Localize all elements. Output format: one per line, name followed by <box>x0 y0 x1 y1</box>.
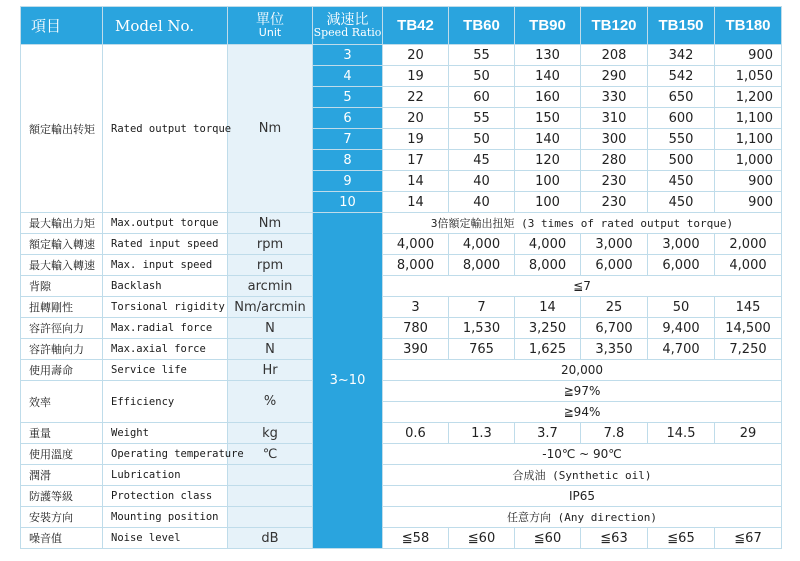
value-cell: 900 <box>715 171 782 192</box>
merged-value-cell: ≦7 <box>383 276 782 297</box>
value-cell: 9,400 <box>648 318 715 339</box>
value-cell: 130 <box>515 45 581 66</box>
value-cell: 160 <box>515 87 581 108</box>
table-row <box>21 339 782 360</box>
value-cell: 50 <box>449 129 515 150</box>
spec-unit <box>228 486 313 507</box>
spec-label-zh: 最大輸入轉速 <box>21 255 103 276</box>
spec-unit: N <box>228 318 313 339</box>
spec-label-zh: 扭轉剛性 <box>21 297 103 318</box>
value-cell: 1,000 <box>715 150 782 171</box>
ratio-cell: 4 <box>313 66 383 87</box>
value-cell: 1.3 <box>449 423 515 444</box>
value-cell: 310 <box>581 108 648 129</box>
header-model-tb90: TB90 <box>515 7 581 45</box>
spec-label-en: Efficiency <box>103 381 228 423</box>
value-cell: 55 <box>449 108 515 129</box>
table-row <box>21 276 782 297</box>
spec-label-zh: 容許軸向力 <box>21 339 103 360</box>
rated-torque-unit: Nm <box>228 45 313 213</box>
value-cell: 6,000 <box>648 255 715 276</box>
value-cell: 3.7 <box>515 423 581 444</box>
spec-label-zh: 使用溫度 <box>21 444 103 465</box>
spec-label-zh: 最大輸出力矩 <box>21 213 103 234</box>
value-cell: 100 <box>515 171 581 192</box>
header-item: 項目 <box>21 7 103 45</box>
value-cell: 40 <box>449 192 515 213</box>
spec-unit: rpm <box>228 255 313 276</box>
spec-label-zh: 額定輸入轉速 <box>21 234 103 255</box>
value-cell: 230 <box>581 192 648 213</box>
value-cell: 25 <box>581 297 648 318</box>
value-cell: 100 <box>515 192 581 213</box>
ratio-cell: 9 <box>313 171 383 192</box>
spec-label-en: Operating temperature <box>103 444 228 465</box>
value-cell: 140 <box>515 66 581 87</box>
value-cell: 145 <box>715 297 782 318</box>
value-cell: 290 <box>581 66 648 87</box>
value-cell: 50 <box>449 66 515 87</box>
value-cell: 8,000 <box>383 255 449 276</box>
header-model-tb60: TB60 <box>449 7 515 45</box>
spec-label-en: Torsional rigidity <box>103 297 228 318</box>
spec-label-en: Max.radial force <box>103 318 228 339</box>
table-row <box>21 360 782 381</box>
value-cell: 390 <box>383 339 449 360</box>
value-cell: 1,200 <box>715 87 782 108</box>
table-row <box>21 486 782 507</box>
value-cell: 208 <box>581 45 648 66</box>
value-cell: 765 <box>449 339 515 360</box>
ratio-cell: 7 <box>313 129 383 150</box>
spec-label-en: Lubrication <box>103 465 228 486</box>
value-cell: 650 <box>648 87 715 108</box>
spec-label-zh: 效率 <box>21 381 103 423</box>
value-cell: 7.8 <box>581 423 648 444</box>
value-cell: 7,250 <box>715 339 782 360</box>
spec-table <box>20 6 782 549</box>
value-cell: 230 <box>581 171 648 192</box>
value-cell: 300 <box>581 129 648 150</box>
ratio-cell: 3 <box>313 45 383 66</box>
value-cell: 140 <box>515 129 581 150</box>
table-row <box>21 255 782 276</box>
merged-value-cell: 20,000 <box>383 360 782 381</box>
value-cell: 4,000 <box>449 234 515 255</box>
value-cell: 1,100 <box>715 108 782 129</box>
spec-label-en: Mounting position <box>103 507 228 528</box>
spec-unit: kg <box>228 423 313 444</box>
spec-unit: dB <box>228 528 313 549</box>
value-cell: 450 <box>648 192 715 213</box>
value-cell: 0.6 <box>383 423 449 444</box>
spec-unit: Nm <box>228 213 313 234</box>
value-cell: 3,000 <box>581 234 648 255</box>
spec-unit: % <box>228 381 313 423</box>
value-cell: 19 <box>383 129 449 150</box>
value-cell: 900 <box>715 45 782 66</box>
spec-unit: rpm <box>228 234 313 255</box>
value-cell: 8,000 <box>449 255 515 276</box>
value-cell: 500 <box>648 150 715 171</box>
header-model-no: Model No. <box>103 7 228 45</box>
spec-table-container <box>20 6 781 546</box>
spec-label-en: Max.output torque <box>103 213 228 234</box>
value-cell: 1,625 <box>515 339 581 360</box>
value-cell: 17 <box>383 150 449 171</box>
value-cell: 4,000 <box>383 234 449 255</box>
merged-value-cell: IP65 <box>383 486 782 507</box>
table-row <box>21 318 782 339</box>
table-row <box>21 45 782 66</box>
table-row <box>21 465 782 486</box>
value-cell: 1,100 <box>715 129 782 150</box>
value-cell: 55 <box>449 45 515 66</box>
value-cell: 14 <box>515 297 581 318</box>
value-cell: 20 <box>383 45 449 66</box>
spec-unit <box>228 507 313 528</box>
value-cell: ≦58 <box>383 528 449 549</box>
table-row <box>21 528 782 549</box>
value-cell: ≦60 <box>449 528 515 549</box>
value-cell: 542 <box>648 66 715 87</box>
value-cell: 1,530 <box>449 318 515 339</box>
value-cell: 120 <box>515 150 581 171</box>
spec-label-en: Service life <box>103 360 228 381</box>
header-model-tb120: TB120 <box>581 7 648 45</box>
value-cell: ≦63 <box>581 528 648 549</box>
spec-label-zh: 重量 <box>21 423 103 444</box>
value-cell: 342 <box>648 45 715 66</box>
table-row <box>21 507 782 528</box>
table-row <box>21 381 782 402</box>
spec-label-en: Max. input speed <box>103 255 228 276</box>
value-cell: 50 <box>648 297 715 318</box>
value-cell: 3,000 <box>648 234 715 255</box>
value-cell: 19 <box>383 66 449 87</box>
header-ratio-zh: 減速比 <box>326 12 369 28</box>
spec-label-zh: 安裝方向 <box>21 507 103 528</box>
header-unit-en: Unit <box>258 26 282 39</box>
table-row <box>21 297 782 318</box>
value-cell: 330 <box>581 87 648 108</box>
value-cell: 3,350 <box>581 339 648 360</box>
spec-label-zh: 容許徑向力 <box>21 318 103 339</box>
value-cell: 40 <box>449 171 515 192</box>
table-row <box>21 444 782 465</box>
header-model-tb150: TB150 <box>648 7 715 45</box>
spec-unit <box>228 465 313 486</box>
header-model-tb42: TB42 <box>383 7 449 45</box>
value-cell: 20 <box>383 108 449 129</box>
ratio-range-cell: 3~10 <box>313 213 383 549</box>
value-cell: 45 <box>449 150 515 171</box>
header-ratio <box>313 7 383 45</box>
value-cell: 150 <box>515 108 581 129</box>
spec-unit: arcmin <box>228 276 313 297</box>
value-cell: 14 <box>383 192 449 213</box>
table-row <box>21 423 782 444</box>
value-cell: ≦67 <box>715 528 782 549</box>
value-cell: 450 <box>648 171 715 192</box>
spec-label-zh: 使用壽命 <box>21 360 103 381</box>
table-row <box>21 213 782 234</box>
value-cell: 550 <box>648 129 715 150</box>
value-cell: 6,000 <box>581 255 648 276</box>
ratio-cell: 6 <box>313 108 383 129</box>
rated-torque-label-en: Rated output torque <box>103 45 228 213</box>
value-cell: 14 <box>383 171 449 192</box>
value-cell: 2,000 <box>715 234 782 255</box>
spec-label-zh: 潤滑 <box>21 465 103 486</box>
value-cell: ≦65 <box>648 528 715 549</box>
spec-label-zh: 噪音值 <box>21 528 103 549</box>
table-row <box>21 234 782 255</box>
header-unit <box>228 7 313 45</box>
spec-label-zh: 背隙 <box>21 276 103 297</box>
spec-label-en: Noise level <box>103 528 228 549</box>
value-cell: 1,050 <box>715 66 782 87</box>
header-unit-zh: 單位 <box>256 12 284 28</box>
value-cell: 7 <box>449 297 515 318</box>
value-cell: 900 <box>715 192 782 213</box>
header-model-tb180: TB180 <box>715 7 782 45</box>
value-cell: 8,000 <box>515 255 581 276</box>
value-cell: 29 <box>715 423 782 444</box>
rated-torque-label-zh: 額定輸出转矩 <box>21 45 103 213</box>
merged-value-cell: 3倍額定輸出扭矩 (3 times of rated output torque) <box>383 213 782 234</box>
value-cell: 4,000 <box>515 234 581 255</box>
value-cell: 14,500 <box>715 318 782 339</box>
header-row <box>21 7 782 45</box>
merged-value-cell: -10℃ ~ 90℃ <box>383 444 782 465</box>
spec-unit: Nm/arcmin <box>228 297 313 318</box>
spec-label-en: Max.axial force <box>103 339 228 360</box>
spec-unit: N <box>228 339 313 360</box>
merged-value-cell: 合成油 (Synthetic oil) <box>383 465 782 486</box>
value-cell: ≦60 <box>515 528 581 549</box>
spec-unit: ℃ <box>228 444 313 465</box>
value-cell: 14.5 <box>648 423 715 444</box>
spec-label-en: Weight <box>103 423 228 444</box>
value-cell: 280 <box>581 150 648 171</box>
value-cell: 600 <box>648 108 715 129</box>
spec-label-en: Backlash <box>103 276 228 297</box>
merged-value-cell: 任意方向 (Any direction) <box>383 507 782 528</box>
value-cell: 60 <box>449 87 515 108</box>
merged-value-cell: ≧94% <box>383 402 782 423</box>
value-cell: 22 <box>383 87 449 108</box>
value-cell: 6,700 <box>581 318 648 339</box>
value-cell: 4,000 <box>715 255 782 276</box>
ratio-cell: 8 <box>313 150 383 171</box>
ratio-cell: 5 <box>313 87 383 108</box>
spec-label-en: Protection class <box>103 486 228 507</box>
ratio-cell: 10 <box>313 192 383 213</box>
header-ratio-en: Speed Ratio <box>313 26 382 39</box>
value-cell: 3 <box>383 297 449 318</box>
spec-label-zh: 防護等級 <box>21 486 103 507</box>
spec-label-en: Rated input speed <box>103 234 228 255</box>
value-cell: 3,250 <box>515 318 581 339</box>
merged-value-cell: ≧97% <box>383 381 782 402</box>
spec-unit: Hr <box>228 360 313 381</box>
value-cell: 780 <box>383 318 449 339</box>
value-cell: 4,700 <box>648 339 715 360</box>
